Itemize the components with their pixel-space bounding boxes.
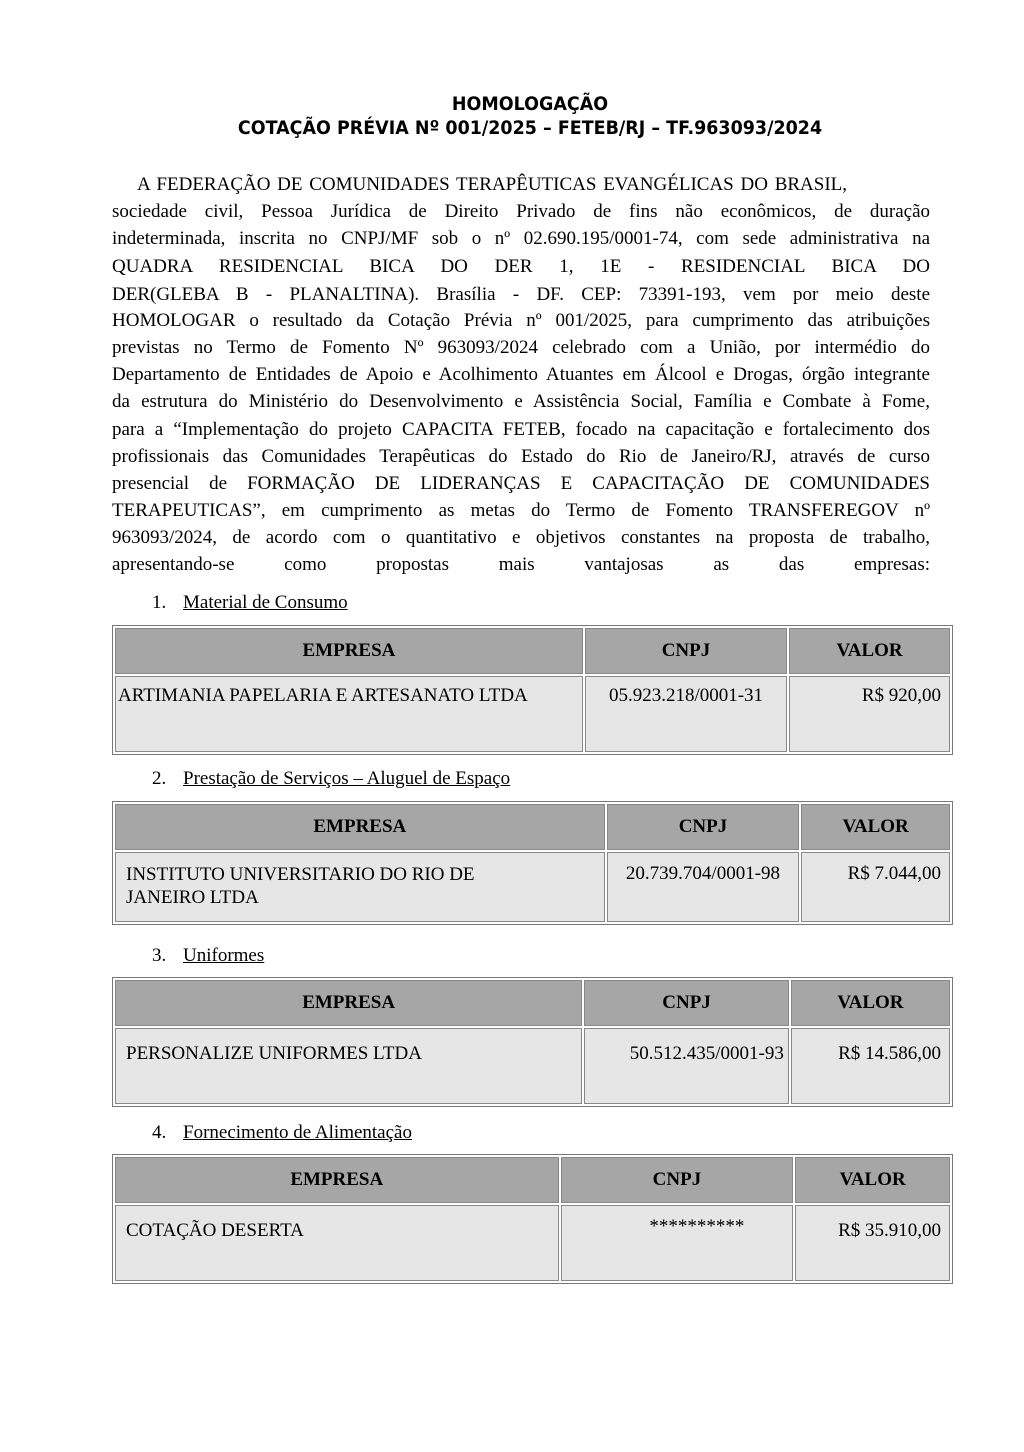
cell-valor: R$ 920,00 [789,676,950,752]
body-line: DER(GLEBA B - PLANALTINA). Brasília - DF. CEP: 73391-193, vem por meio deste [112,283,930,305]
body-paragraph [112,171,930,579]
body-line: da estrutura do Ministério do Desenvolvimento e Assistência Social, Família e Combate à Fome, [112,391,930,413]
body-line: QUADRA RESIDENCIAL BICA DO DER 1, 1E - RESIDENCIAL BICA DO [112,255,930,277]
section-number: 2. [152,768,167,789]
body-line: previstas no Termo de Fomento Nº 963093/2024 celebrado com a União, por intermédio do [112,336,930,358]
quote-table-4 [112,1154,953,1284]
document-title: HOMOLOGAÇÃO [451,93,609,115]
header-cnpj: CNPJ [584,980,789,1026]
header-empresa: EMPRESA [115,980,582,1026]
body-line: sociedade civil, Pessoa Jurídica de Direito Privado de fins não econômicos, de duração [112,201,930,223]
section-label: Fornecimento de Alimentação [183,1122,412,1143]
header-cnpj: CNPJ [585,628,787,674]
section-label: Prestação de Serviços – Aluguel de Espaço [183,768,511,789]
cell-cnpj: 20.739.704/0001-98 [607,852,800,922]
cell-valor: R$ 7.044,00 [801,852,950,922]
section-number: 4. [152,1122,167,1143]
body-line: presencial de FORMAÇÃO DE LIDERANÇAS E CAPACITAÇÃO DE COMUNIDADES [112,472,930,494]
header-valor: VALOR [791,980,950,1026]
header-empresa: EMPRESA [115,804,605,850]
table-row [115,676,950,752]
cell-empresa: ARTIMANIA PAPELARIA E ARTESANATO LTDA [115,676,583,752]
table-row [115,1205,950,1281]
body-line: indeterminada, inscrita no CNPJ/MF sob o nº 02.690.195/0001-74, com sede administrativa na [112,228,930,250]
section-number: 3. [152,945,167,966]
document-subtitle: COTAÇÃO PRÉVIA Nº 001/2025 – FETEB/RJ – TF.963093/2024 [237,117,823,139]
body-line: HOMOLOGAR o resultado da Cotação Prévia nº 001/2025, para cumprimento das atribuições [112,309,930,331]
cell-valor: R$ 35.910,00 [795,1205,950,1281]
quote-table-1 [112,625,953,755]
cell-valor: R$ 14.586,00 [791,1028,950,1104]
section-label: Uniformes [183,945,265,966]
header-valor: VALOR [795,1157,950,1203]
body-line: TERAPEUTICAS”, em cumprimento as metas do Termo de Fomento TRANSFEREGOV nº [112,500,930,522]
cell-empresa: INSTITUTO UNIVERSITARIO DO RIO DE JANEIRO LTDA [115,852,605,922]
section-heading-4 [152,1122,412,1144]
cell-cnpj: 50.512.435/0001-93 [584,1028,789,1104]
header-empresa: EMPRESA [115,628,583,674]
body-line: para a “Implementação do projeto CAPACITA FETEB, focado na capacitação e fortalecimento dos [112,418,930,440]
section-label: Material de Consumo [183,592,348,613]
header-cnpj: CNPJ [561,1157,794,1203]
section-heading-2 [152,768,511,790]
body-line: Departamento de Entidades de Apoio e Acolhimento Atuantes em Álcool e Drogas, órgão integrante [112,364,930,386]
cell-empresa: PERSONALIZE UNIFORMES LTDA [115,1028,582,1104]
cell-cnpj: 05.923.218/0001-31 [585,676,787,752]
cell-empresa: COTAÇÃO DESERTA [115,1205,559,1281]
body-line: 963093/2024, de acordo com o quantitativo e objetivos constantes na proposta de trabalho, [112,527,930,549]
section-heading-1 [152,592,348,614]
body-line: A FEDERAÇÃO DE COMUNIDADES TERAPÊUTICAS EVANGÉLICAS DO BRASIL, [137,174,848,195]
body-line: profissionais das Comunidades Terapêuticas do Estado do Rio de Janeiro/RJ, através de curso [112,445,930,467]
cell-cnpj: ********** [561,1205,794,1281]
header-valor: VALOR [801,804,950,850]
table-row [115,1028,950,1104]
table-row [115,852,950,922]
quote-table-2 [112,801,953,925]
header-cnpj: CNPJ [607,804,800,850]
section-heading-3 [152,945,265,967]
section-number: 1. [152,592,167,613]
quote-table-3 [112,977,953,1107]
header-valor: VALOR [789,628,950,674]
header-empresa: EMPRESA [115,1157,559,1203]
body-line: apresentando-se como propostas mais vantajosas as das empresas: [112,554,930,576]
